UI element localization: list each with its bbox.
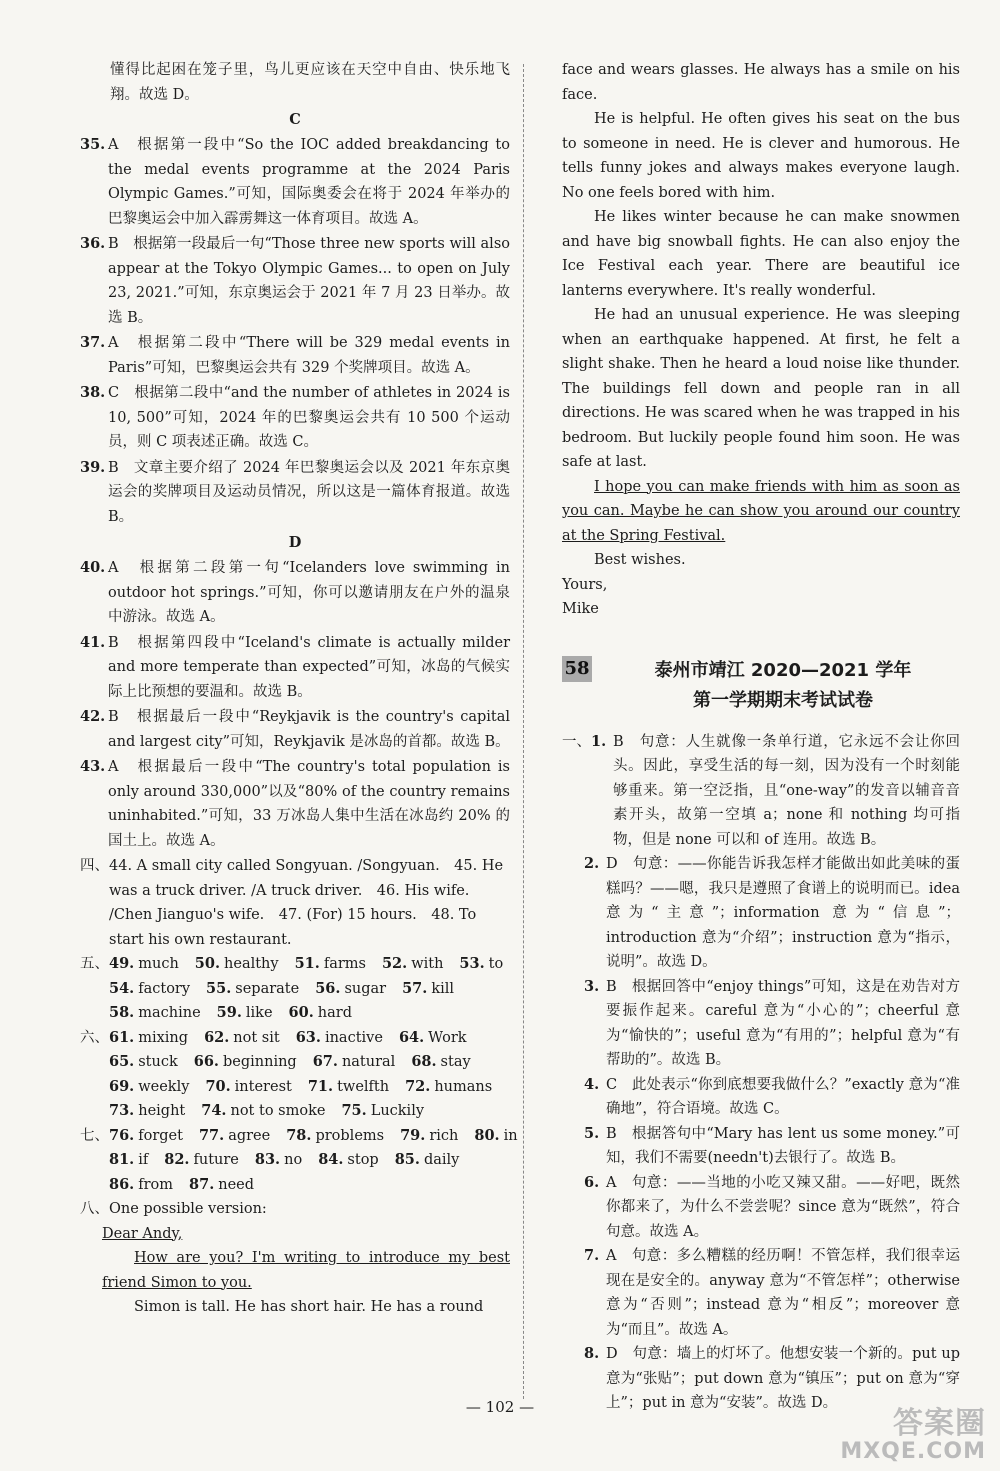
closing: Best wishes. <box>594 552 686 568</box>
sample-letter-continued <box>562 58 960 622</box>
answer-row <box>109 1001 519 1026</box>
test-title-banner <box>562 656 960 716</box>
answer-cell <box>341 1099 424 1124</box>
answers-c <box>80 133 510 529</box>
answer-cell <box>402 977 454 1002</box>
answer-item <box>562 1073 960 1122</box>
answer-cell <box>201 1099 325 1124</box>
item-number: 65. <box>109 1053 135 1070</box>
item-number: 84. <box>318 1151 344 1168</box>
answer-word: stay <box>440 1054 471 1070</box>
answer-cell <box>405 1075 492 1100</box>
item-number: 35. <box>80 136 106 153</box>
item-number: 7. <box>584 1247 600 1264</box>
answer-cell <box>194 1050 297 1075</box>
item-number: 63. <box>295 1028 321 1046</box>
answer-word: separate <box>235 980 300 997</box>
answer-cell <box>295 952 366 977</box>
answer-cell <box>308 1075 389 1100</box>
answer-cell <box>205 1075 291 1100</box>
section-6-grid <box>109 1026 510 1124</box>
answer-item <box>80 381 510 455</box>
item-number: 1. <box>591 732 607 750</box>
item-explanation: A 根据第一段中“So the IOC added breakdancing to the medal events programme at the 2024 Paris Olympic Games.”可知，国际奥委会在将于 2024 年举办的巴黎奥运会中加入霹雳舞这一体育项目。故选 A。 <box>108 137 510 227</box>
answers-d <box>80 556 510 853</box>
item-number: 73. <box>109 1102 135 1119</box>
column-divider <box>523 64 524 1399</box>
item-number: 87. <box>189 1175 215 1193</box>
answer-item <box>562 730 960 853</box>
item-number: 55. <box>206 979 232 997</box>
item-explanation: B 根据第一段最后一句“Those three new sports will also appear at the Tokyo Olympic Games... to open on July 23, 2021.”可知，东京奥运会于 2021 年 7 月 23 日举办。故选 B。 <box>108 236 510 326</box>
answer-cell <box>195 952 279 977</box>
answer-item <box>80 631 510 705</box>
answer-row <box>109 1026 510 1051</box>
letter-paragraph: How are you? I'm writing to introduce my best friend Simon to you. <box>102 1250 510 1291</box>
answer-row <box>109 952 519 977</box>
section-label: 八、 <box>80 1201 109 1217</box>
item-number: 70. <box>205 1077 231 1095</box>
answer-row <box>109 1173 534 1198</box>
answer-word: from <box>138 1176 174 1193</box>
answer-cell <box>399 1026 467 1051</box>
item-number: 79. <box>400 1126 426 1144</box>
answer-cell <box>109 1075 189 1100</box>
section-8 <box>80 1197 510 1222</box>
letter-paragraph: He is helpful. He often gives his seat on the bus to someone in need. He is clever and humorous. He tells funny jokes and always makes everyone laugh. No one feels bored with him. <box>562 111 960 201</box>
section-5 <box>80 952 510 1026</box>
answer-cell <box>382 952 443 977</box>
answer-item <box>80 705 510 754</box>
answer-word: natural <box>341 1054 396 1070</box>
section-7-grid <box>109 1124 534 1198</box>
answer-cell <box>109 952 179 977</box>
answer-item <box>80 456 510 530</box>
item-explanation: A 句意：——当地的小吃又辣又甜。——好吧，既然你都来了，为什么不尝尝呢？since 意为“既然”，符合句意。故选 A。 <box>606 1174 960 1240</box>
section-heading-c: C <box>289 111 301 128</box>
section-5-grid <box>109 952 519 1026</box>
answer-cell <box>164 1148 239 1173</box>
answer-item <box>80 331 510 380</box>
answer-row <box>109 1124 534 1149</box>
page-number: — 102 — <box>465 1398 535 1416</box>
answer-item <box>562 852 960 975</box>
item-number: 72. <box>405 1077 431 1095</box>
answer-word: height <box>138 1103 186 1119</box>
item-number: 42. <box>80 708 106 725</box>
item-explanation: A 根据第二段中“There will be 329 medal events in Paris”可知，巴黎奥运会共有 329 个奖牌项目。故选 A。 <box>108 335 510 376</box>
answer-word: stuck <box>138 1054 178 1070</box>
item-explanation: C 此处表示“你到底想要我做什么？”exactly 意为“准确地”，符合语境。故选 C。 <box>606 1076 960 1117</box>
item-explanation: A 句意：多么糟糕的经历啊！不管怎样，我们很幸运现在是安全的。anyway 意为“不管怎样”；otherwise 意为“否则”；instead 意为“相反”；moreover 意为“而且”。故选 A。 <box>606 1248 960 1338</box>
item-number: 67. <box>312 1053 338 1070</box>
answer-word: kill <box>431 980 455 997</box>
letter-paragraph: I hope you can make friends with him as soon as you can. Maybe he can show you around our country at the Spring Festival. <box>562 478 960 544</box>
answer-word: hard <box>317 1005 352 1021</box>
section-4 <box>80 854 510 952</box>
item-number: 54. <box>109 979 135 997</box>
answer-word: to <box>488 956 504 972</box>
item-number: 38. <box>80 384 106 401</box>
answer-cell <box>109 1173 173 1198</box>
answer-cell <box>313 1050 396 1075</box>
letter-paragraph: He had an unusual experience. He was sleeping when an earthquake happened. At first, he felt a slight shake. Then he heard a loud noise like thunder. The buildings fell down and people ran in all directions. He was scared when he was trapped in his bedroom. But luckily people found him soon. He was safe at last. <box>562 307 960 470</box>
answer-cell <box>255 1148 302 1173</box>
answer-cell <box>400 1124 458 1149</box>
item-number: 80. <box>474 1126 500 1144</box>
answer-item <box>562 1122 960 1171</box>
watermark-url: MXQE.COM <box>840 1439 986 1464</box>
section-label <box>562 975 584 1073</box>
item-number: 43. <box>80 758 106 775</box>
item-number: 60. <box>288 1004 314 1021</box>
item-number: 58. <box>109 1004 135 1021</box>
answer-cell <box>204 1026 280 1051</box>
watermark-text: 答案圈 <box>893 1406 986 1441</box>
answer-cell <box>109 1099 185 1124</box>
item-explanation: A 根据最后一段中“The country's total population is only around 330,000”以及“80% of the country remains uninhabited.”可知，33 万冰岛人集中生活在冰岛约 20% 的国土上。故选 A。 <box>108 759 510 849</box>
item-number: 37. <box>80 334 106 351</box>
answer-cell <box>286 1124 384 1149</box>
item-number: 5. <box>584 1124 600 1142</box>
answer-cell <box>109 1124 183 1149</box>
item-number: 8. <box>584 1345 600 1362</box>
answer-item <box>80 133 510 231</box>
answer-word: machine <box>138 1005 201 1021</box>
answer-word: need <box>218 1176 255 1193</box>
answer-cell <box>296 1026 383 1051</box>
item-number: 52. <box>381 955 408 972</box>
section-label: 六、 <box>80 1029 109 1046</box>
answer-word: with <box>411 956 444 972</box>
item-number: 49. <box>109 955 135 972</box>
sample-letter-start <box>80 1222 510 1320</box>
item-number: 83. <box>254 1151 281 1168</box>
item-number: 40. <box>80 559 106 576</box>
answer-cell <box>315 977 386 1002</box>
intro-text: 懂得比起困在笼子里，鸟儿更应该在天空中自由、快乐地飞翔。故选 D。 <box>110 62 510 103</box>
item-number: 66. <box>193 1053 219 1070</box>
answer-word: in <box>503 1127 518 1144</box>
right-column <box>562 58 960 1416</box>
answer-word: beginning <box>222 1054 297 1070</box>
item-number: 57. <box>402 979 428 997</box>
section-label <box>562 1122 584 1171</box>
answer-word: much <box>138 956 179 972</box>
letter-paragraph: face and wears glasses. He always has a smile on his face. <box>562 62 960 103</box>
answer-word: interest <box>234 1078 292 1095</box>
test-title <box>606 656 960 716</box>
answer-cell <box>109 977 190 1002</box>
answer-word: mixing <box>138 1029 189 1046</box>
section-label <box>562 852 584 975</box>
answer-cell <box>109 1026 188 1051</box>
item-number: 53. <box>459 955 485 972</box>
answer-item <box>80 556 510 630</box>
item-explanation: B 根据回答中“enjoy things”可知，这是在劝告对方要振作起来。careful 意为“小心的”；cheerful 意为“愉快的”；useful 意为“有用的”；helpful 意为“有帮助的”。故选 B。 <box>606 978 960 1068</box>
answer-row <box>109 1148 534 1173</box>
answer-word: healthy <box>224 956 279 972</box>
letter-paragraph: Simon is tall. He has short hair. He has a round <box>134 1299 484 1315</box>
answer-cell <box>411 1050 470 1075</box>
section-label: 四、 <box>80 858 109 874</box>
answer-row <box>109 1099 510 1124</box>
answer-cell <box>395 1148 460 1173</box>
answer-word: daily <box>423 1152 460 1168</box>
item-number: 77. <box>198 1126 225 1144</box>
answer-item <box>562 1244 960 1342</box>
item-explanation: D 句意：——你能告诉我怎样才能做出如此美味的蛋糕吗？——嗯，我只是遵照了食谱上的说明而已。idea 意为“主意”；information 意为“信息”；introduction 意为“介绍”；instruction 意为“指示，说明”。故选 D。 <box>606 856 960 970</box>
item-number: 86. <box>109 1175 135 1193</box>
answer-cell <box>109 1050 178 1075</box>
signature: Mike <box>562 601 599 617</box>
item-explanation: D 句意：墙上的灯坏了。他想安装一个新的。put up 意为“张贴”；put down 意为“镇压”；put on 意为“穿上”；put in 意为“安装”。故选 D。 <box>606 1346 960 1411</box>
answer-word: if <box>138 1152 149 1168</box>
item-explanation: B 根据第四段中“Iceland's climate is actually milder and more temperate than expected”可知，冰岛的气候实际上比预想的要温和。故选 B。 <box>108 634 510 700</box>
item-number: 71. <box>307 1077 334 1095</box>
answer-item <box>80 232 510 330</box>
item-number: 62. <box>204 1028 230 1046</box>
answer-word: forget <box>138 1127 183 1144</box>
item-number: 76. <box>109 1126 135 1144</box>
item-number: 69. <box>109 1077 135 1095</box>
section-8-intro: One possible version: <box>109 1201 267 1217</box>
item-explanation: B 根据最后一段中“Reykjavik is the country's capital and largest city”可知，Reykjavik 是冰岛的首都。故选 B。 <box>108 709 510 750</box>
answer-cell <box>217 1001 273 1026</box>
item-number: 3. <box>584 977 600 995</box>
item-number: 78. <box>286 1126 312 1144</box>
answer-cell <box>199 1124 270 1149</box>
answer-word: agree <box>228 1127 271 1144</box>
item-number: 82. <box>164 1151 190 1168</box>
item-explanation: B 根据答句中“Mary has lent us some money.”可知，我们不需要(needn't)去银行了。故选 B。 <box>606 1125 960 1166</box>
item-number: 81. <box>109 1151 135 1168</box>
answer-word: stop <box>347 1152 379 1168</box>
answer-item <box>562 1171 960 1245</box>
item-number: 6. <box>584 1173 600 1191</box>
answer-word: weekly <box>138 1078 190 1095</box>
answer-row <box>109 977 519 1002</box>
item-number: 41. <box>80 633 106 651</box>
answer-word: not to smoke <box>230 1103 326 1119</box>
answer-word: rich <box>429 1127 459 1144</box>
item-number: 50. <box>194 955 221 972</box>
section-label <box>562 1171 584 1245</box>
left-column <box>80 58 518 1320</box>
signoff: Yours, <box>562 576 608 593</box>
answer-word: no <box>284 1152 303 1168</box>
item-number: 61. <box>109 1028 135 1046</box>
answer-item <box>562 975 960 1073</box>
answer-word: factory <box>138 980 191 997</box>
answer-word: farms <box>323 956 366 972</box>
section-4-text: 44. A small city called Songyuan. /Songyuan. 45. He was a truck driver. /A truck driver. 46. His wife. /Chen Jianguo's wife. 47. (For) 15 hours. 48. To start his own restaurant. <box>109 858 504 948</box>
answer-cell <box>206 977 299 1002</box>
answers-section-1 <box>562 730 960 1416</box>
item-number: 75. <box>341 1102 367 1119</box>
item-number: 56. <box>315 979 341 997</box>
section-label: 一、 <box>562 733 591 750</box>
item-number: 74. <box>201 1102 227 1119</box>
test-number-badge: 58 <box>562 656 592 682</box>
answer-item <box>80 755 510 853</box>
item-explanation: C 根据第二段中“and the number of athletes in 2024 is 10, 500”可知，2024 年的巴黎奥运会共有 10 500 个运动员，则 C 项表述正确。故选 C。 <box>108 385 510 450</box>
answer-word: Work <box>428 1029 467 1046</box>
test-title-line-2: 第一学期期末考试试卷 <box>693 689 873 711</box>
item-number: 68. <box>411 1053 437 1070</box>
section-label: 五、 <box>80 956 109 972</box>
answer-cell <box>318 1148 379 1173</box>
section-label <box>562 1073 584 1122</box>
answer-cell <box>474 1124 517 1149</box>
salutation: Dear Andy, <box>102 1225 183 1242</box>
answer-word: not sit <box>233 1029 280 1046</box>
section-7 <box>80 1124 518 1198</box>
answer-word: humans <box>434 1078 493 1095</box>
answer-word: inactive <box>324 1029 383 1046</box>
item-explanation: B 句意：人生就像一条单行道，它永远不会让你回头。因此，享受生活的每一刻，因为没有一个时刻能够重来。第一空泛指，且“one-way”的发音以辅音音素开头，故第一空填 a；none 和 nothing 均可指物，但是 none 可以和 of 连用。故选 B。 <box>613 733 960 848</box>
section-label: 七、 <box>80 1127 109 1144</box>
item-number: 4. <box>584 1075 600 1093</box>
item-explanation: A 根据第二段第一句“Icelanders love swimming in outdoor hot springs.”可知，你可以邀请朋友在户外的温泉中游泳。故选 A。 <box>108 560 510 625</box>
answer-cell <box>109 1148 148 1173</box>
answer-cell <box>189 1173 254 1198</box>
answer-cell <box>289 1001 352 1026</box>
item-number: 39. <box>80 458 106 476</box>
item-number: 36. <box>80 235 106 252</box>
answer-row <box>109 1050 510 1075</box>
letter-paragraph: He likes winter because he can make snowmen and have big snowball fights. He can also enjoy the Ice Festival each year. There are beautiful ice lanterns everywhere. It's really wonderful. <box>562 209 960 299</box>
section-label <box>562 1244 584 1342</box>
watermark-logo <box>840 1406 986 1466</box>
answer-word: twelfth <box>337 1078 390 1095</box>
item-number: 2. <box>584 855 600 872</box>
answer-cell <box>459 952 503 977</box>
item-explanation: B 文章主要介绍了 2024 年巴黎奥运会以及 2021 年东京奥运会的奖牌项目及运动员情况，所以这是一篇体育报道。故选 B。 <box>108 459 510 525</box>
answer-row <box>109 1075 510 1100</box>
section-6 <box>80 1026 510 1124</box>
answer-cell <box>109 1001 201 1026</box>
item-number: 64. <box>398 1028 425 1046</box>
item-number: 85. <box>394 1151 420 1168</box>
item-number: 59. <box>216 1004 242 1021</box>
answer-word: Luckily <box>370 1103 425 1119</box>
section-heading-d: D <box>288 534 302 551</box>
answer-word: problems <box>315 1127 385 1144</box>
answer-word: like <box>245 1005 273 1021</box>
item-number: 51. <box>294 955 320 972</box>
answer-word: sugar <box>344 980 387 997</box>
answer-word: future <box>193 1152 239 1168</box>
test-title-line-1: 泰州市靖江 2020—2021 学年 <box>654 659 912 681</box>
